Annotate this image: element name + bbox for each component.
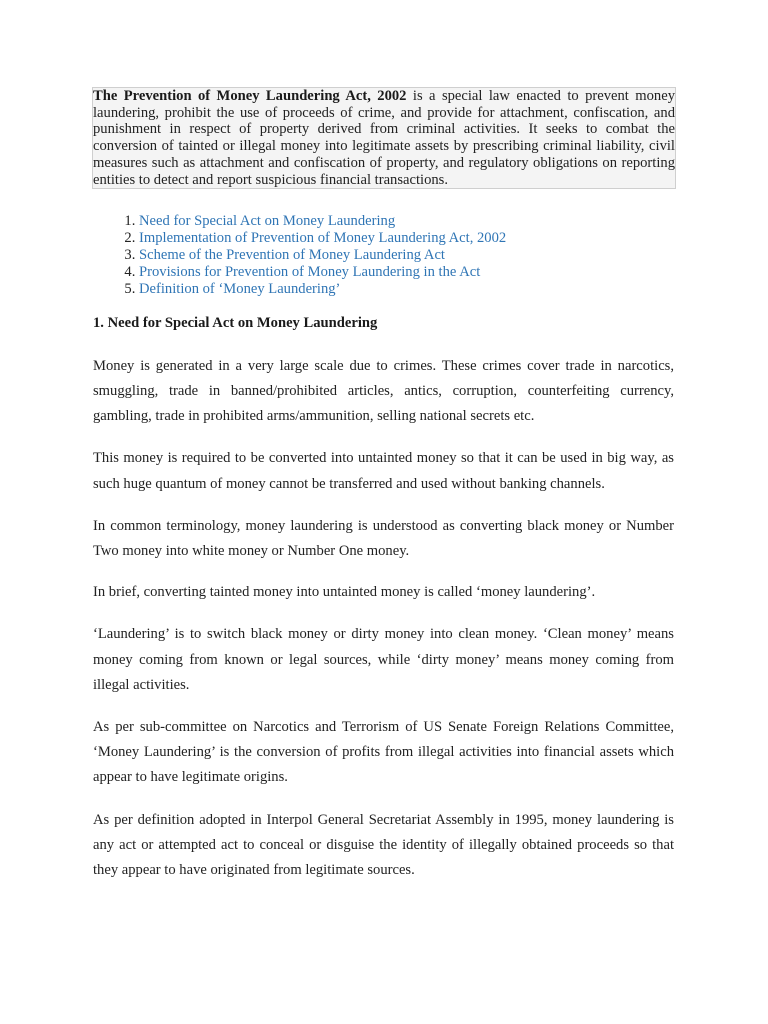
toc-item <box>139 213 674 230</box>
toc-link-implementation[interactable]: Implementation of Prevention of Money Laundering Act, 2002 <box>139 230 507 247</box>
intro-text: is a special law enacted to prevent money laundering, prohibit the use of proceeds of crime, and provide for attachment, confiscation, and punishment in respect of property derived from criminal activities. It seeks to combat the conversion of tainted or illegal money into legitimate assets by prescribing criminal liability, civil measures such as attachment and confiscation of property, and regulatory obligations on reporting entities to detect and report suspicious financial transactions. <box>93 88 675 188</box>
body-paragraph: In common terminology, money laundering is understood as converting black money or Number Two money into white money or Number One money. <box>93 517 674 559</box>
toc-link-provisions[interactable]: Provisions for Prevention of Money Laundering in the Act <box>139 263 481 280</box>
intro-summary-box <box>92 87 676 189</box>
body-paragraph: As per definition adopted in Interpol General Secretariat Assembly in 1995, money laundering is any act or attempted act to conceal or disguise the identity of illegally obtained proceeds so that they appear to have originated from legitimate sources. <box>93 811 674 878</box>
body-paragraph: As per sub-committee on Narcotics and Terrorism of US Senate Foreign Relations Committee, ‘Money Laundering’ is the conversion of profits from illegal activities into financial assets which appear to have legitimate origins. <box>93 718 674 786</box>
toc-link-definition[interactable]: Definition of ‘Money Laundering’ <box>139 280 341 297</box>
body-paragraph: ‘Laundering’ is to switch black money or dirty money into clean money. ‘Clean money’ means money coming from known or legal sources, while ‘dirty money’ means money coming from illegal activities. <box>93 626 674 693</box>
toc-item <box>139 230 674 247</box>
body-paragraph: Money is generated in a very large scale due to crimes. These crimes cover trade in narcotics, smuggling, trade in banned/prohibited articles, antics, corruption, counterfeiting currency, gambling, trade in prohibited arms/ammunition, selling national secrets etc. <box>93 357 674 425</box>
toc-link-scheme[interactable]: Scheme of the Prevention of Money Laundering Act <box>139 247 445 264</box>
table-of-contents <box>93 213 674 298</box>
section-heading: 1. Need for Special Act on Money Laundering <box>93 314 378 331</box>
body-paragraph: In brief, converting tainted money into untainted money is called ‘money laundering’. <box>93 584 596 601</box>
document-page <box>93 87 674 883</box>
intro-bold-title: The Prevention of Money Laundering Act, 2002 <box>93 88 407 104</box>
body-paragraph: This money is required to be converted into untainted money so that it can be used in big way, as such huge quantum of money cannot be transferred and used without banking channels. <box>93 450 674 492</box>
toc-item <box>139 247 674 264</box>
toc-item <box>139 281 674 298</box>
toc-link-need-for-act[interactable]: Need for Special Act on Money Laundering <box>139 213 396 230</box>
toc-item <box>139 264 674 281</box>
